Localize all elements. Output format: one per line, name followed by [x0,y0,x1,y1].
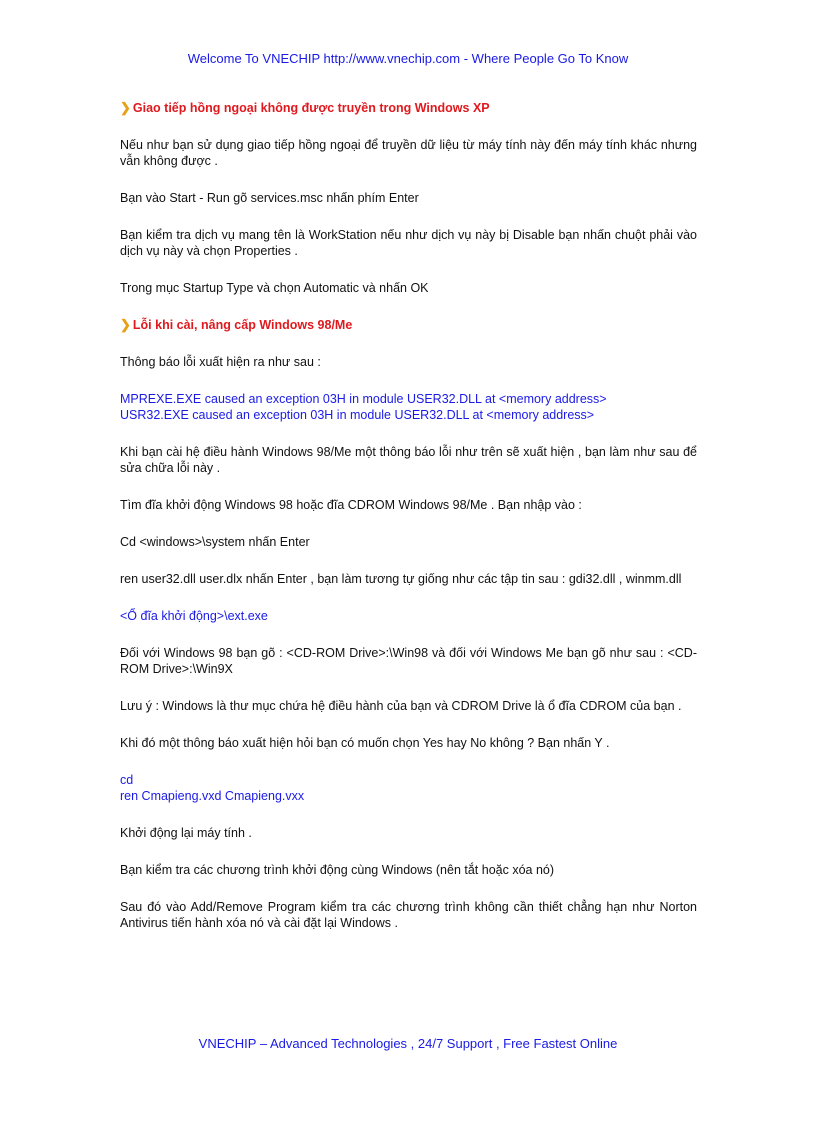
paragraph: Khi bạn cài hệ điều hành Windows 98/Me một thông báo lỗi như trên sẽ xuất hiện , bạn làm như sau để sửa chữa lỗi này . [120,445,697,475]
paragraph: Cd <windows>\system nhấn Enter [120,535,310,549]
paragraph: Lưu ý : Windows là thư mục chứa hệ điều hành của bạn và CDROM Drive là ổ đĩa CDROM của bạn . [120,699,682,713]
section-heading-infrared [120,100,697,116]
paragraph: ren user32.dll user.dlx nhấn Enter , bạn làm tương tự giống như các tập tin sau : gdi32.dll , winmm.dll [120,572,682,586]
section-title: Giao tiếp hồng ngoại không được truyền trong Windows XP [132,101,490,115]
error-message: MPREXE.EXE caused an exception 03H in module USER32.DLL at <memory address> [120,392,607,406]
paragraph: Bạn kiểm tra dịch vụ mang tên là WorkStation nếu như dịch vụ này bị Disable bạn nhấn chuột phải vào dịch vụ này và chọn Properties . [120,228,697,258]
paragraph: Bạn kiểm tra các chương trình khởi động cùng Windows (nên tắt hoặc xóa nó) [120,863,555,877]
paragraph: Bạn vào Start - Run gõ services.msc nhấn phím Enter [120,191,419,205]
paragraph: Đối với Windows 98 bạn gõ : <CD-ROM Drive>:\Win98 và đối với Windows Me bạn gõ như sau : <CD-ROM Drive>:\Win9X [120,646,697,676]
paragraph: Trong mục Startup Type và chọn Automatic và nhấn OK [120,281,429,295]
page-footer: VNECHIP – Advanced Technologies , 24/7 Support , Free Fastest Online [198,1036,618,1051]
chevron-right-icon: ❯ [120,317,131,332]
chevron-right-icon: ❯ [120,100,131,115]
paragraph: Khi đó một thông báo xuất hiện hỏi bạn có muốn chọn Yes hay No không ? Bạn nhấn Y . [120,736,610,750]
paragraph: Khởi động lại máy tính . [120,826,252,840]
command-text: <Ổ đĩa khởi động>\ext.exe [120,609,268,623]
paragraph: Tìm đĩa khởi động Windows 98 hoặc đĩa CDROM Windows 98/Me . Bạn nhập vào : [120,498,582,512]
section-heading-win98 [120,317,697,333]
error-message: USR32.EXE caused an exception 03H in module USER32.DLL at <memory address> [120,408,595,422]
paragraph: Sau đó vào Add/Remove Program kiểm tra các chương trình không cần thiết chẳng hạn như Norton Antivirus tiến hành xóa nó và cài đặt lại Windows . [120,900,697,930]
command-text: ren Cmapieng.vxd Cmapieng.vxx [120,789,305,803]
section-title: Lỗi khi cài, nâng cấp Windows 98/Me [132,318,353,332]
paragraph: Nếu như bạn sử dụng giao tiếp hồng ngoại để truyền dữ liệu từ máy tính này đến máy tính khác nhưng vẫn không được . [120,138,697,168]
command-text: cd [120,773,134,787]
document-body [120,100,697,931]
page-header: Welcome To VNECHIP http://www.vnechip.com - Where People Go To Know [187,51,629,66]
paragraph: Thông báo lỗi xuất hiện ra như sau : [120,355,321,369]
